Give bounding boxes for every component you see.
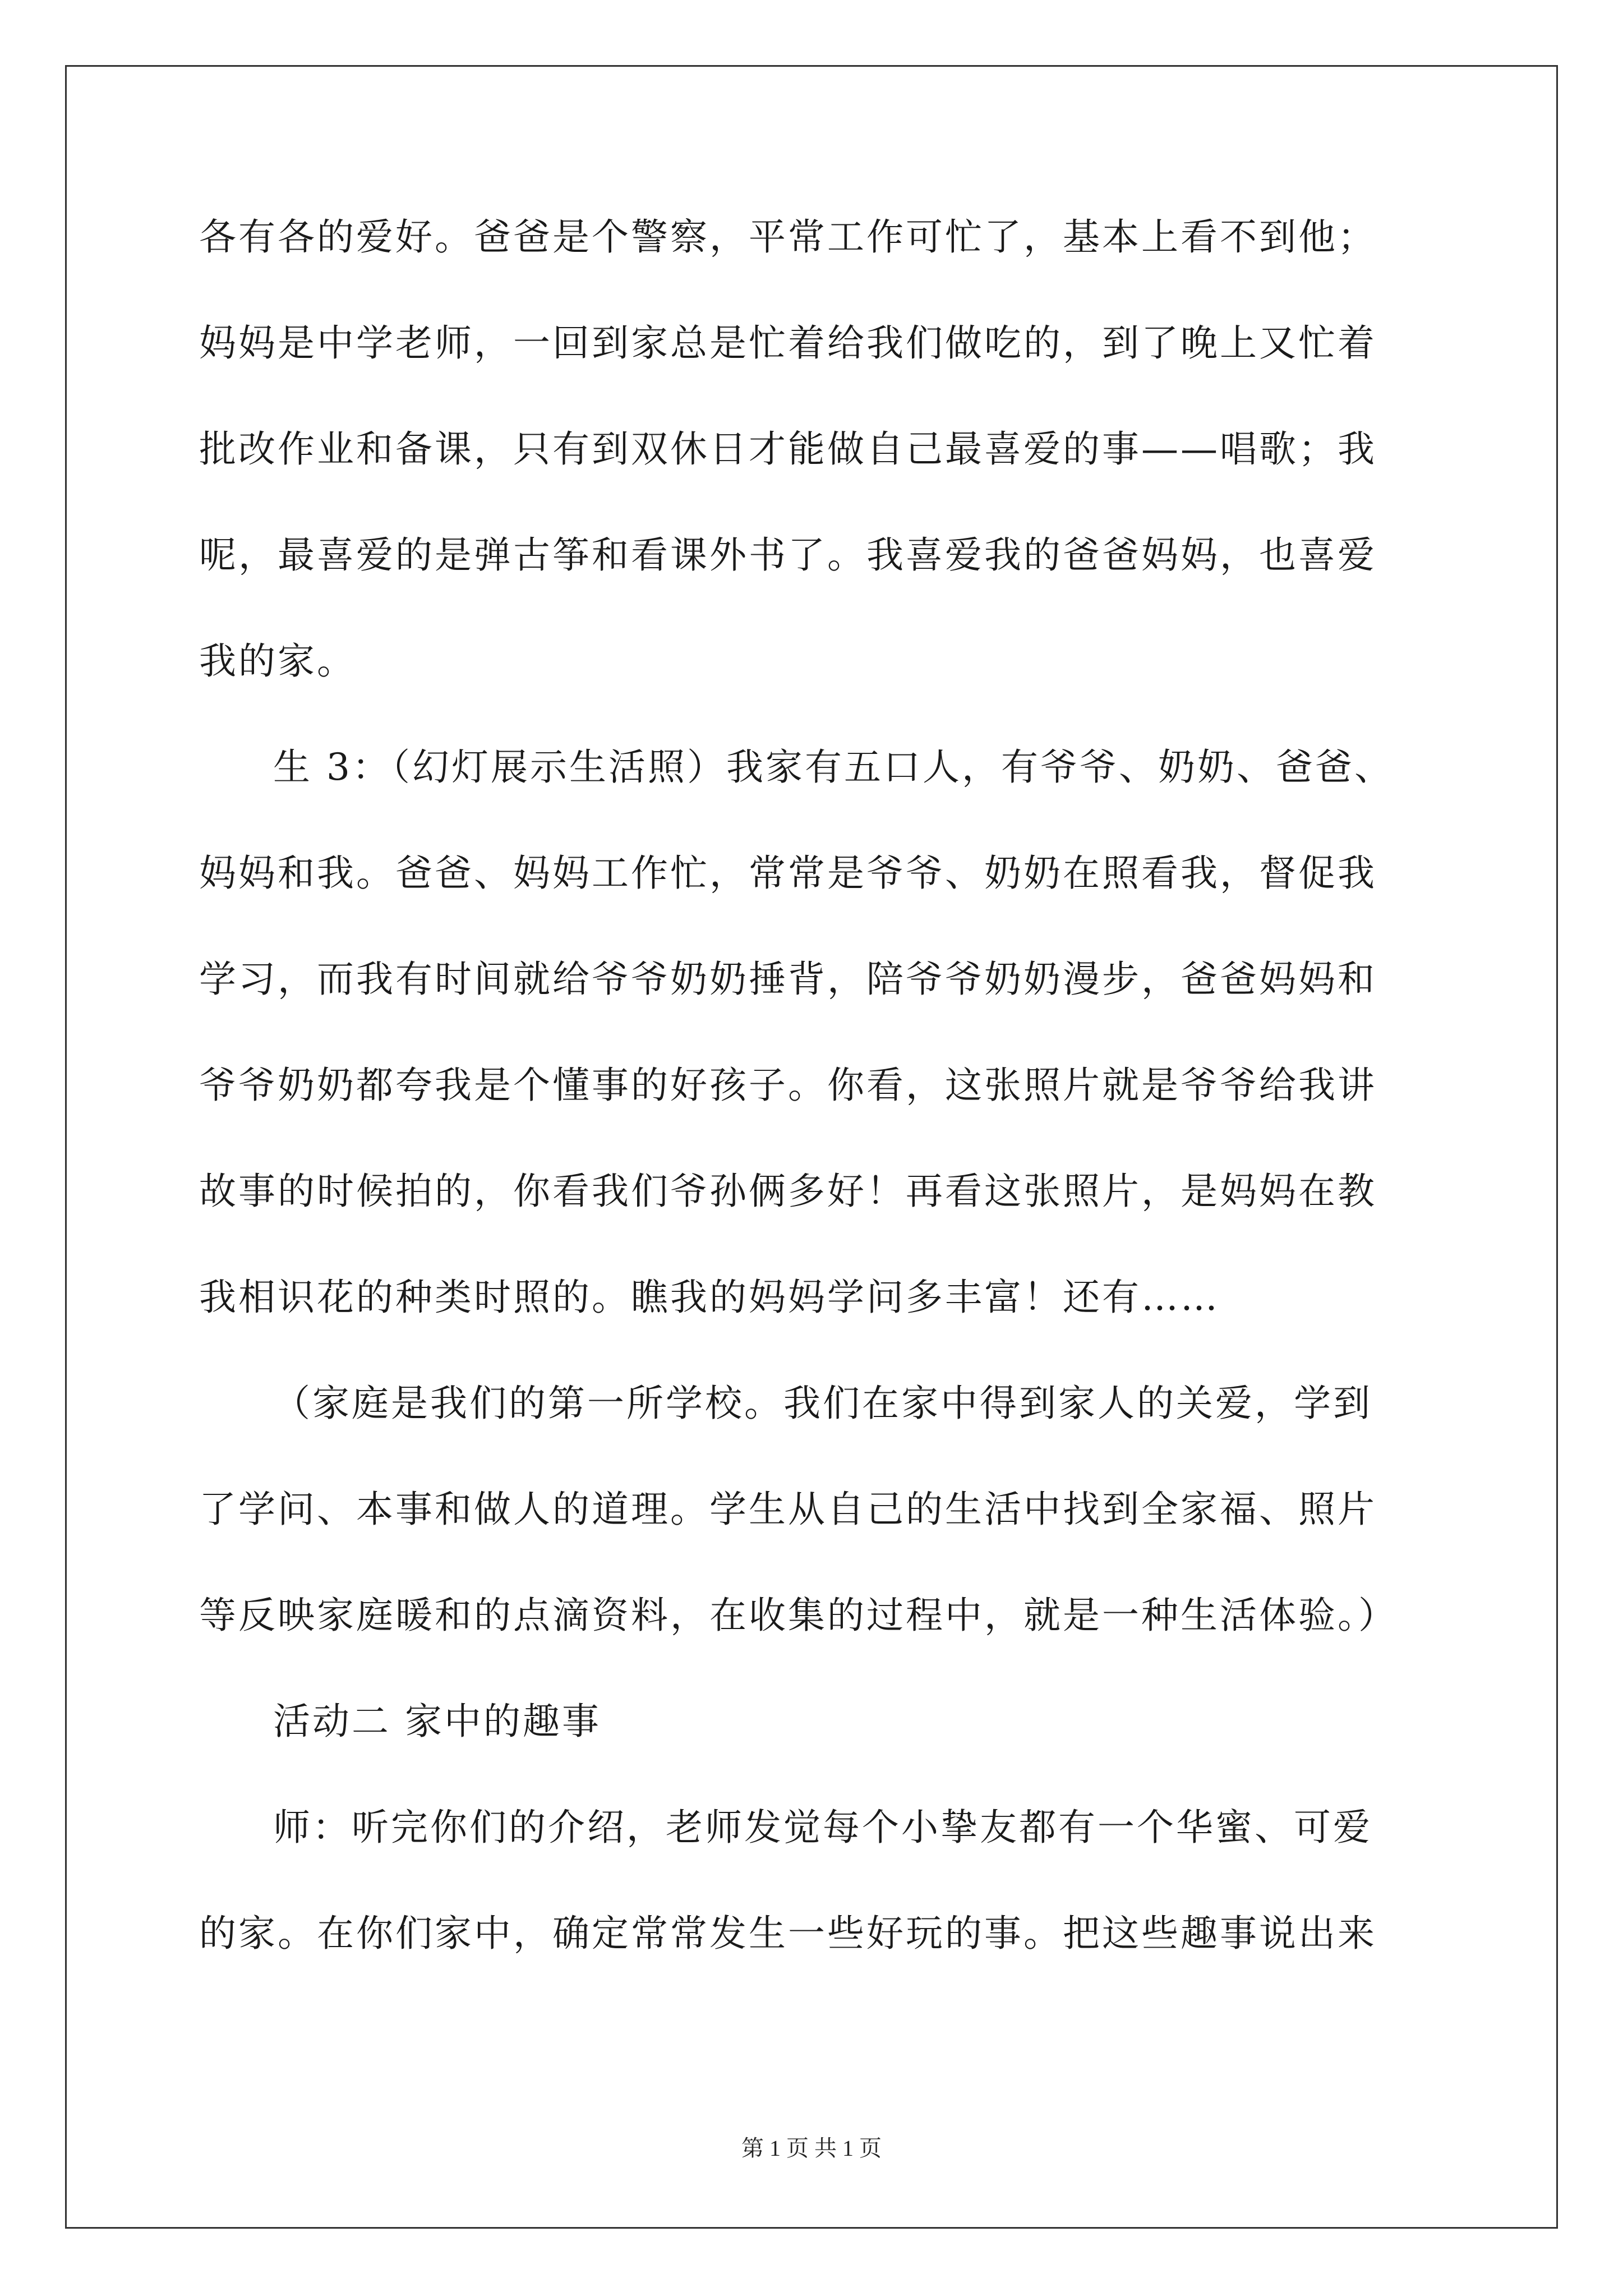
text-line: 各有各的爱好。爸爸是个警察，平常工作可忙了，基本上看不到他； (199, 215, 1377, 259)
text-line: 生 3：（幻灯展示生活照）我家有五口人，有爷爷、奶奶、爸爸、 (273, 746, 1394, 789)
page-number: 第 1 页 共 1 页 (741, 2136, 882, 2161)
text-line: 批改作业和备课，只有到双休日才能做自己最喜爱的事——唱歌；我 (199, 427, 1377, 471)
text-line: 妈妈是中学老师，一回到家总是忙着给我们做吃的，到了晚上又忙着 (199, 321, 1377, 365)
text-line: 我相识花的种类时照的。瞧我的妈妈学问多丰富！还有…… (199, 1276, 1220, 1319)
text-line: 呢，最喜爱的是弹古筝和看课外书了。我喜爱我的爸爸妈妈，也喜爱 (199, 533, 1377, 577)
text-line: 学习，而我有时间就给爷爷奶奶捶背，陪爷爷奶奶漫步，爸爸妈妈和 (199, 958, 1377, 1001)
page-border (65, 65, 1558, 2229)
text-line: 爷爷奶奶都夸我是个懂事的好孩子。你看，这张照片就是爷爷给我讲 (199, 1064, 1377, 1107)
text-line: 等反映家庭暖和的点滴资料，在收集的过程中，就是一种生活体验。） (199, 1594, 1398, 1637)
section-heading: 活动二 家中的趣事 (273, 1700, 601, 1743)
text-line: 的家。在你们家中，确定常常发生一些好玩的事。把这些趣事说出来 (199, 1912, 1377, 1955)
text-line: 师：听完你们的介绍，老师发觉每个小挚友都有一个华蜜、可爱 (273, 1806, 1372, 1849)
text-line: 了学问、本事和做人的道理。学生从自己的生活中找到全家福、照片 (199, 1488, 1377, 1531)
text-line: 我的家。 (199, 639, 356, 683)
text-line: 妈妈和我。爸爸、妈妈工作忙，常常是爷爷、奶奶在照看我，督促我 (199, 852, 1377, 895)
text-line: 故事的时候拍的，你看我们爷孙俩多好！再看这张照片，是妈妈在教 (199, 1170, 1377, 1213)
text-line: （家庭是我们的第一所学校。我们在家中得到家人的关爱，学到 (273, 1382, 1372, 1425)
